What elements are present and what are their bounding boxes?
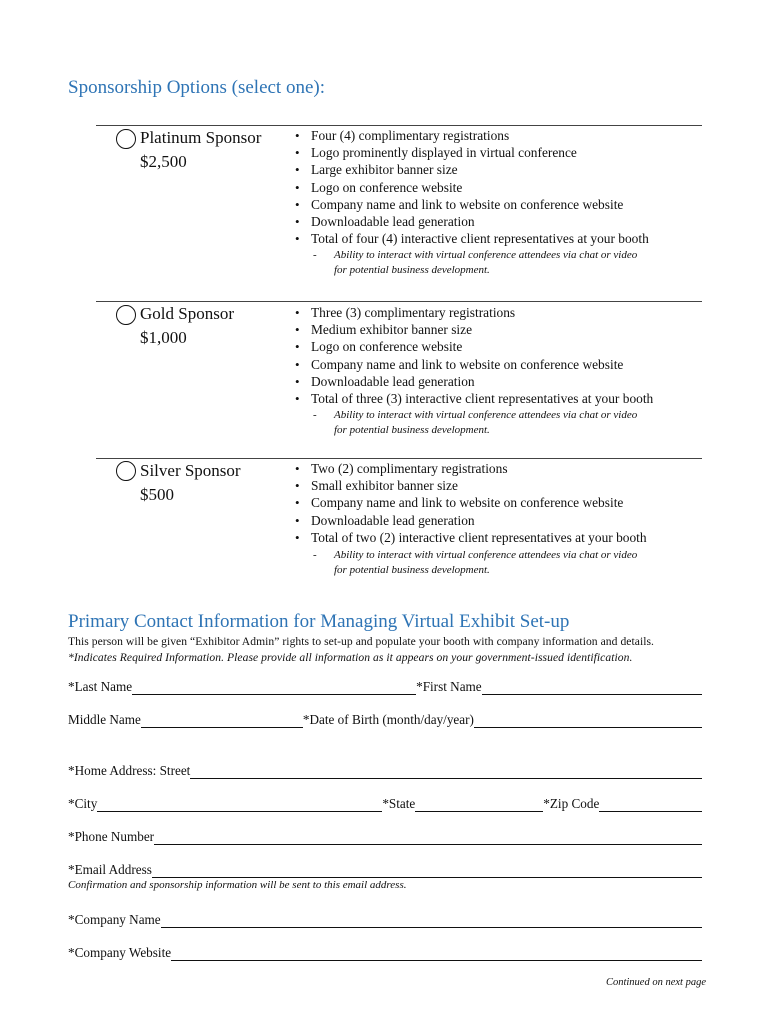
benefit-item: • Medium exhibitor banner size bbox=[293, 321, 653, 338]
platinum-tier-price: $2,500 bbox=[140, 152, 187, 171]
sub-dash: - bbox=[313, 549, 317, 561]
gold-radio[interactable] bbox=[116, 305, 136, 325]
benefit-item: • Total of four (4) interactive client representatives at your booth bbox=[293, 230, 649, 247]
company-name-row bbox=[68, 910, 702, 928]
email-label: *Email Address bbox=[68, 862, 152, 877]
email-row bbox=[68, 860, 702, 878]
city-label: *City bbox=[68, 796, 98, 811]
first-name-field[interactable] bbox=[482, 681, 702, 695]
sub-line-2: for potential business development. bbox=[334, 564, 490, 576]
last-name-label: *Last Name bbox=[68, 679, 133, 694]
benefit-item: • Total of two (2) interactive client representatives at your booth bbox=[293, 529, 647, 546]
benefit-item: • Logo on conference website bbox=[293, 179, 649, 196]
benefit-item: • Total of three (3) interactive client representatives at your booth bbox=[293, 390, 653, 407]
tier-divider bbox=[96, 301, 702, 302]
middle-name-label: Middle Name bbox=[68, 712, 141, 727]
contact-intro: This person will be given “Exhibitor Admin” rights to set-up and populate your booth with company information and details. bbox=[68, 635, 655, 648]
platinum-tier-name: Platinum Sponsor bbox=[140, 128, 262, 147]
street-field[interactable] bbox=[190, 765, 702, 779]
company-name-label: *Company Name bbox=[68, 912, 161, 927]
zip-label: *Zip Code bbox=[543, 796, 600, 811]
middle-name-field[interactable] bbox=[141, 714, 303, 728]
benefit-item: • Two (2) complimentary registrations bbox=[293, 460, 647, 477]
sub-line-1: Ability to interact with virtual conference attendees via chat or video bbox=[334, 549, 638, 561]
company-website-field[interactable] bbox=[171, 947, 702, 961]
benefit-item: • Four (4) complimentary registrations bbox=[293, 127, 649, 144]
platinum-benefits-list bbox=[293, 127, 649, 247]
benefit-item: • Three (3) complimentary registrations bbox=[293, 304, 653, 321]
sponsorship-heading: Sponsorship Options (select one): bbox=[68, 77, 326, 98]
last-name-field[interactable] bbox=[132, 681, 416, 695]
sub-line-1: Ability to interact with virtual conference attendees via chat or video bbox=[334, 249, 638, 261]
first-name-label: *First Name bbox=[416, 679, 482, 694]
dob-field[interactable] bbox=[474, 714, 702, 728]
middle-dob-row bbox=[68, 710, 702, 728]
benefit-item: • Large exhibitor banner size bbox=[293, 161, 649, 178]
benefit-item: • Downloadable lead generation bbox=[293, 512, 647, 529]
gold-tier-price: $1,000 bbox=[140, 328, 187, 347]
silver-radio[interactable] bbox=[116, 461, 136, 481]
contact-heading: Primary Contact Information for Managing Virtual Exhibit Set-up bbox=[68, 611, 570, 632]
gold-benefits-list bbox=[293, 304, 653, 407]
phone-row bbox=[68, 827, 702, 845]
benefit-item: • Company name and link to website on conference website bbox=[293, 494, 647, 511]
zip-field[interactable] bbox=[599, 798, 702, 812]
required-note: *Indicates Required Information. Please provide all information as it appears on your government-issued identification. bbox=[68, 651, 633, 664]
sub-line-2: for potential business development. bbox=[334, 424, 490, 436]
continued-note: Continued on next page bbox=[605, 977, 706, 988]
tier-divider bbox=[96, 125, 702, 126]
city-state-zip-row bbox=[68, 794, 702, 812]
benefit-item: • Company name and link to website on conference website bbox=[293, 356, 653, 373]
city-field[interactable] bbox=[97, 798, 382, 812]
email-note: Confirmation and sponsorship information will be sent to this email address. bbox=[68, 879, 407, 891]
benefit-item: • Downloadable lead generation bbox=[293, 373, 653, 390]
benefit-item: • Small exhibitor banner size bbox=[293, 477, 647, 494]
company-website-label: *Company Website bbox=[68, 945, 172, 960]
benefit-item: • Company name and link to website on conference website bbox=[293, 196, 649, 213]
company-name-field[interactable] bbox=[161, 914, 702, 928]
silver-tier-name: Silver Sponsor bbox=[140, 461, 241, 480]
platinum-radio[interactable] bbox=[116, 129, 136, 149]
dob-label: *Date of Birth (month/day/year) bbox=[302, 712, 474, 727]
street-row bbox=[68, 761, 702, 779]
sub-dash: - bbox=[313, 409, 317, 421]
silver-benefits-list bbox=[293, 460, 647, 546]
company-website-row bbox=[68, 943, 702, 961]
sub-line-1: Ability to interact with virtual conference attendees via chat or video bbox=[334, 409, 638, 421]
email-field[interactable] bbox=[152, 864, 702, 878]
name-row bbox=[68, 677, 702, 695]
sub-dash: - bbox=[313, 249, 317, 261]
state-field[interactable] bbox=[415, 798, 543, 812]
state-label: *State bbox=[382, 796, 416, 811]
tier-divider bbox=[96, 458, 702, 459]
gold-tier-name: Gold Sponsor bbox=[140, 304, 234, 323]
street-label: *Home Address: Street bbox=[68, 763, 191, 778]
sub-line-2: for potential business development. bbox=[334, 264, 490, 276]
benefit-item: • Logo prominently displayed in virtual conference bbox=[293, 144, 649, 161]
phone-field[interactable] bbox=[154, 831, 702, 845]
benefit-item: • Downloadable lead generation bbox=[293, 213, 649, 230]
silver-tier-price: $500 bbox=[140, 485, 174, 504]
benefit-item: • Logo on conference website bbox=[293, 338, 653, 355]
phone-label: *Phone Number bbox=[68, 829, 155, 844]
